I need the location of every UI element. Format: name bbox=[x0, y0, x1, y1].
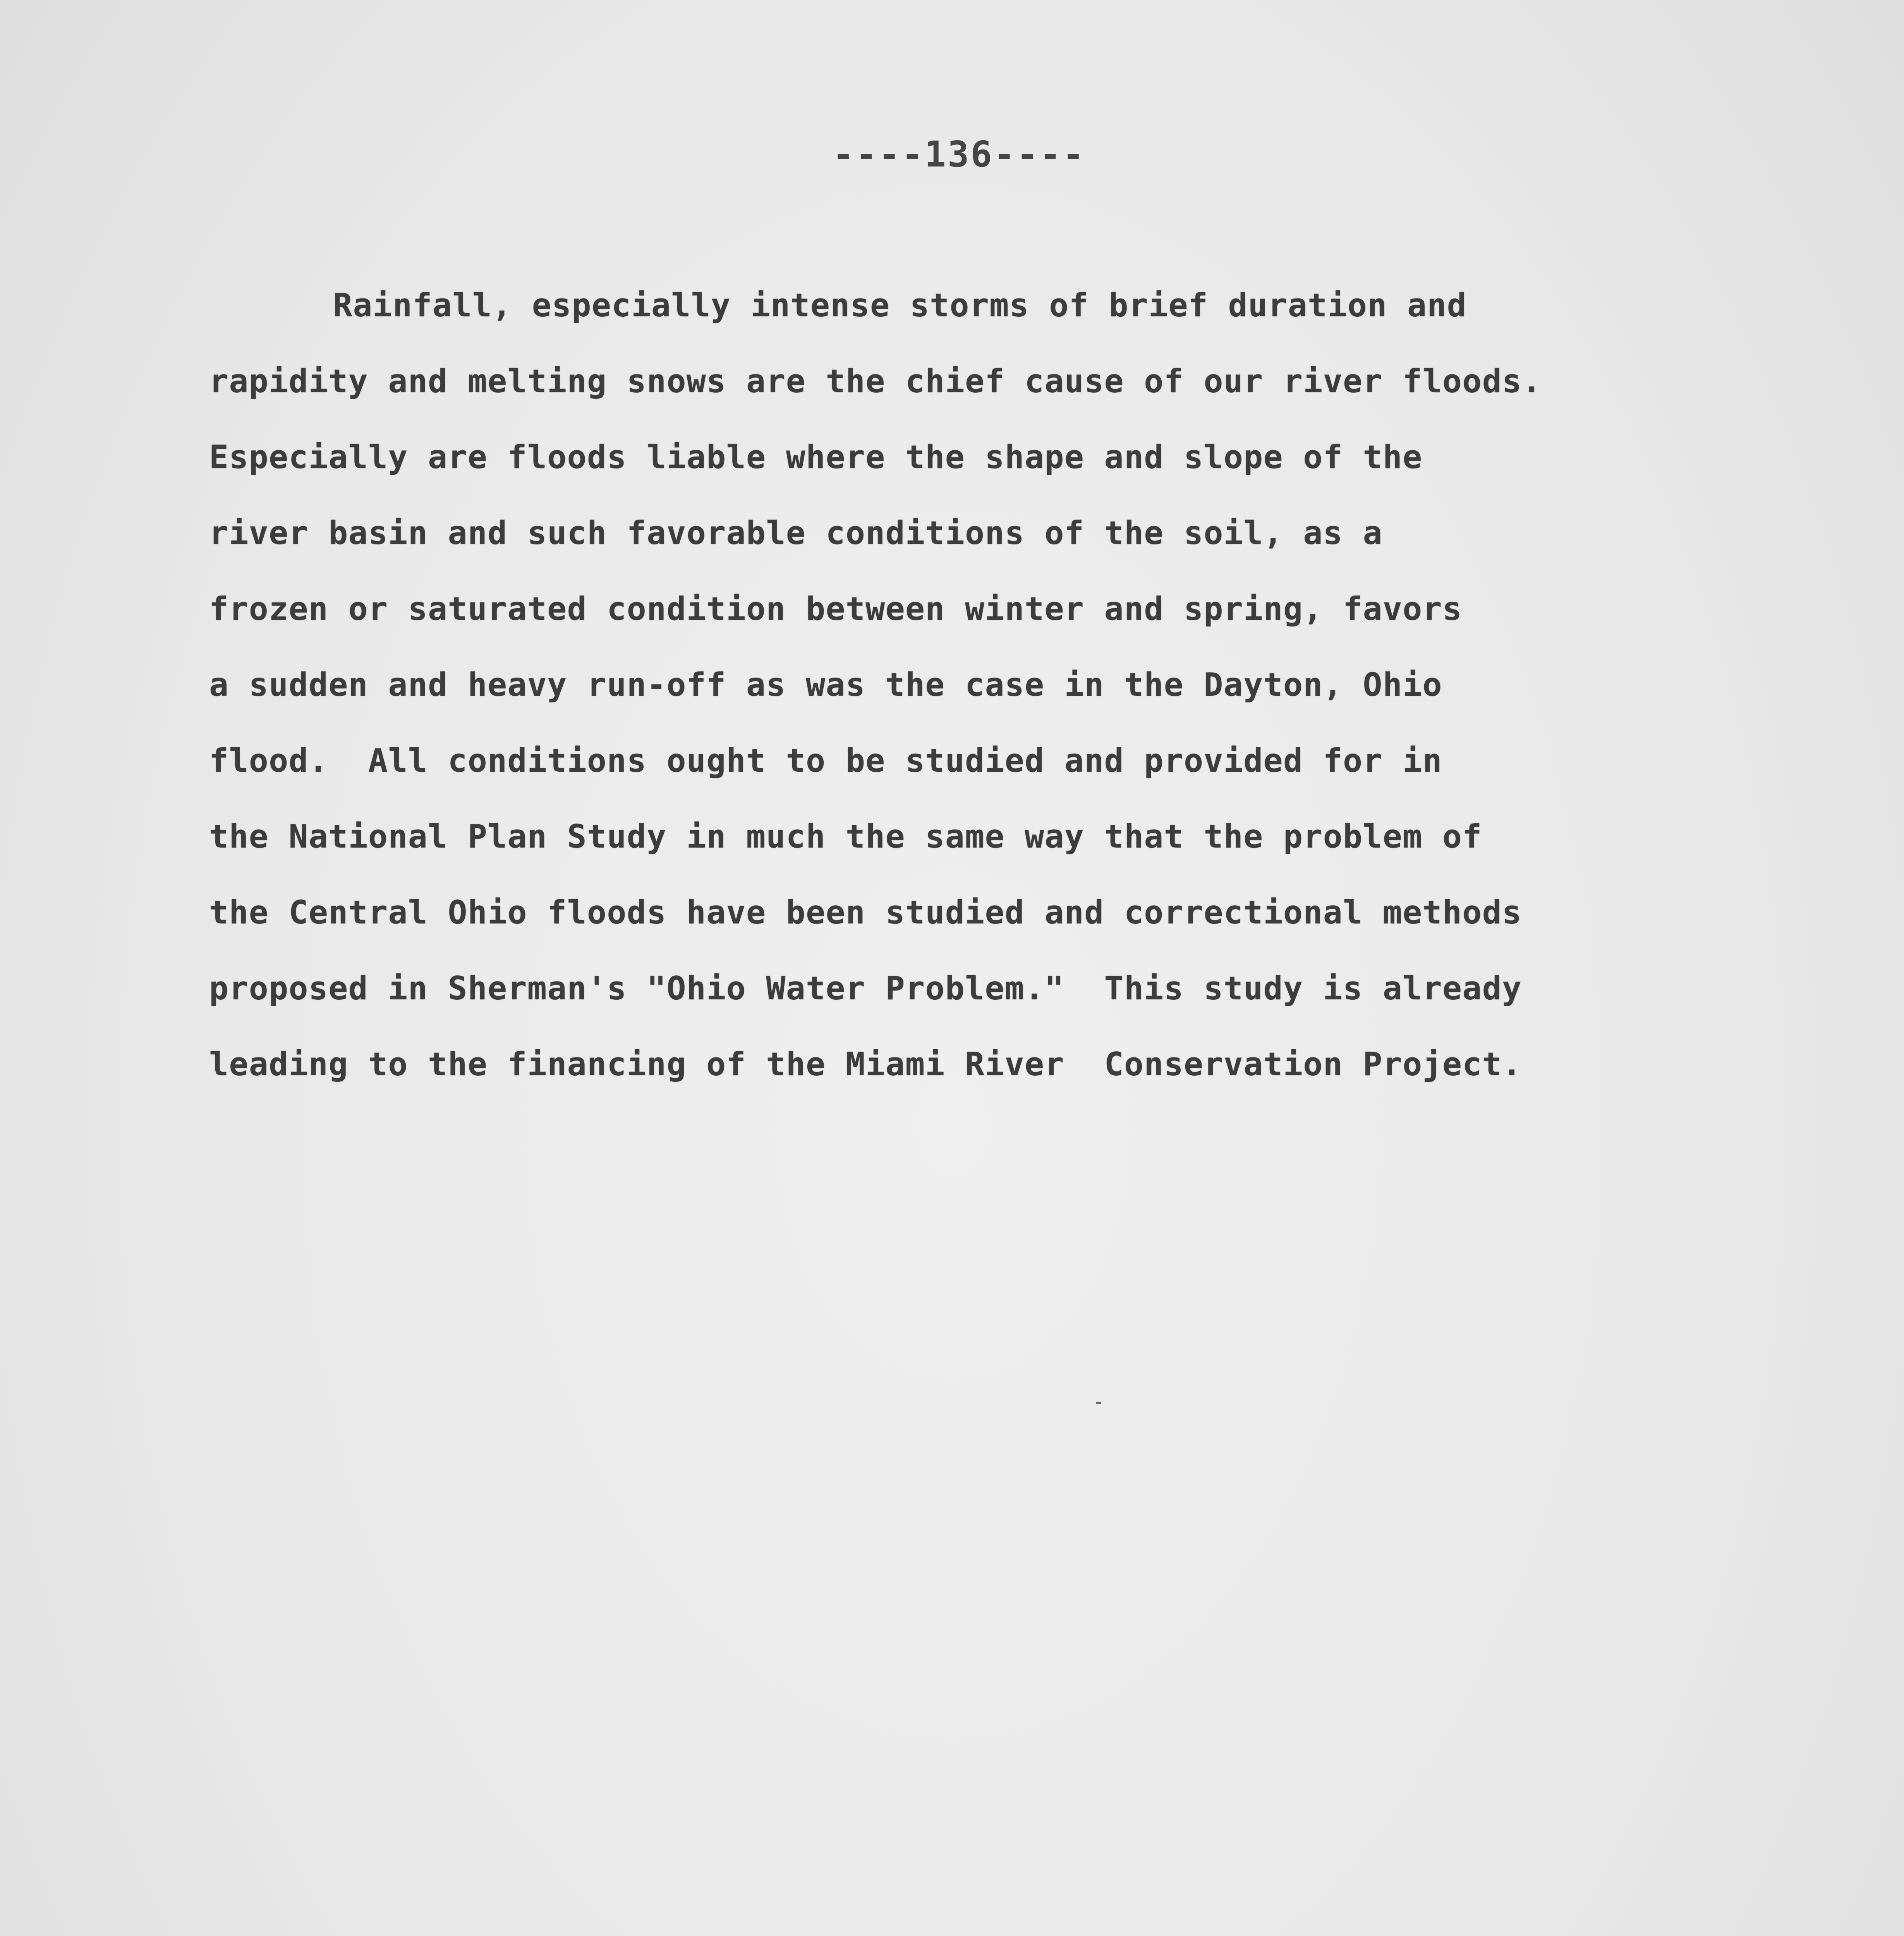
text-line: a sudden and heavy run-off as was the case in the Dayton, Ohio bbox=[209, 666, 1442, 704]
text-line: rapidity and melting snows are the chief cause of our river floods. bbox=[209, 362, 1542, 400]
text-line: frozen or saturated condition between winter and spring, favors bbox=[209, 590, 1463, 628]
text-line: Rainfall, especially intense storms of brief duration and bbox=[333, 287, 1467, 324]
page-number: ----136---- bbox=[833, 134, 1086, 175]
paper-speck bbox=[1096, 1402, 1101, 1404]
text-line: flood. All conditions ought to be studied and provided for in bbox=[209, 742, 1442, 779]
text-line: proposed in Sherman's "Ohio Water Problem." This study is already bbox=[209, 970, 1522, 1007]
text-line: leading to the financing of the Miami River Conservation Project. bbox=[209, 1045, 1522, 1083]
text-line: river basin and such favorable conditions of the soil, as a bbox=[209, 514, 1383, 552]
text-line: the Central Ohio floods have been studied and correctional methods bbox=[209, 894, 1522, 931]
text-line: the National Plan Study in much the same way that the problem of bbox=[209, 818, 1482, 855]
text-line: Especially are floods liable where the shape and slope of the bbox=[209, 438, 1423, 476]
